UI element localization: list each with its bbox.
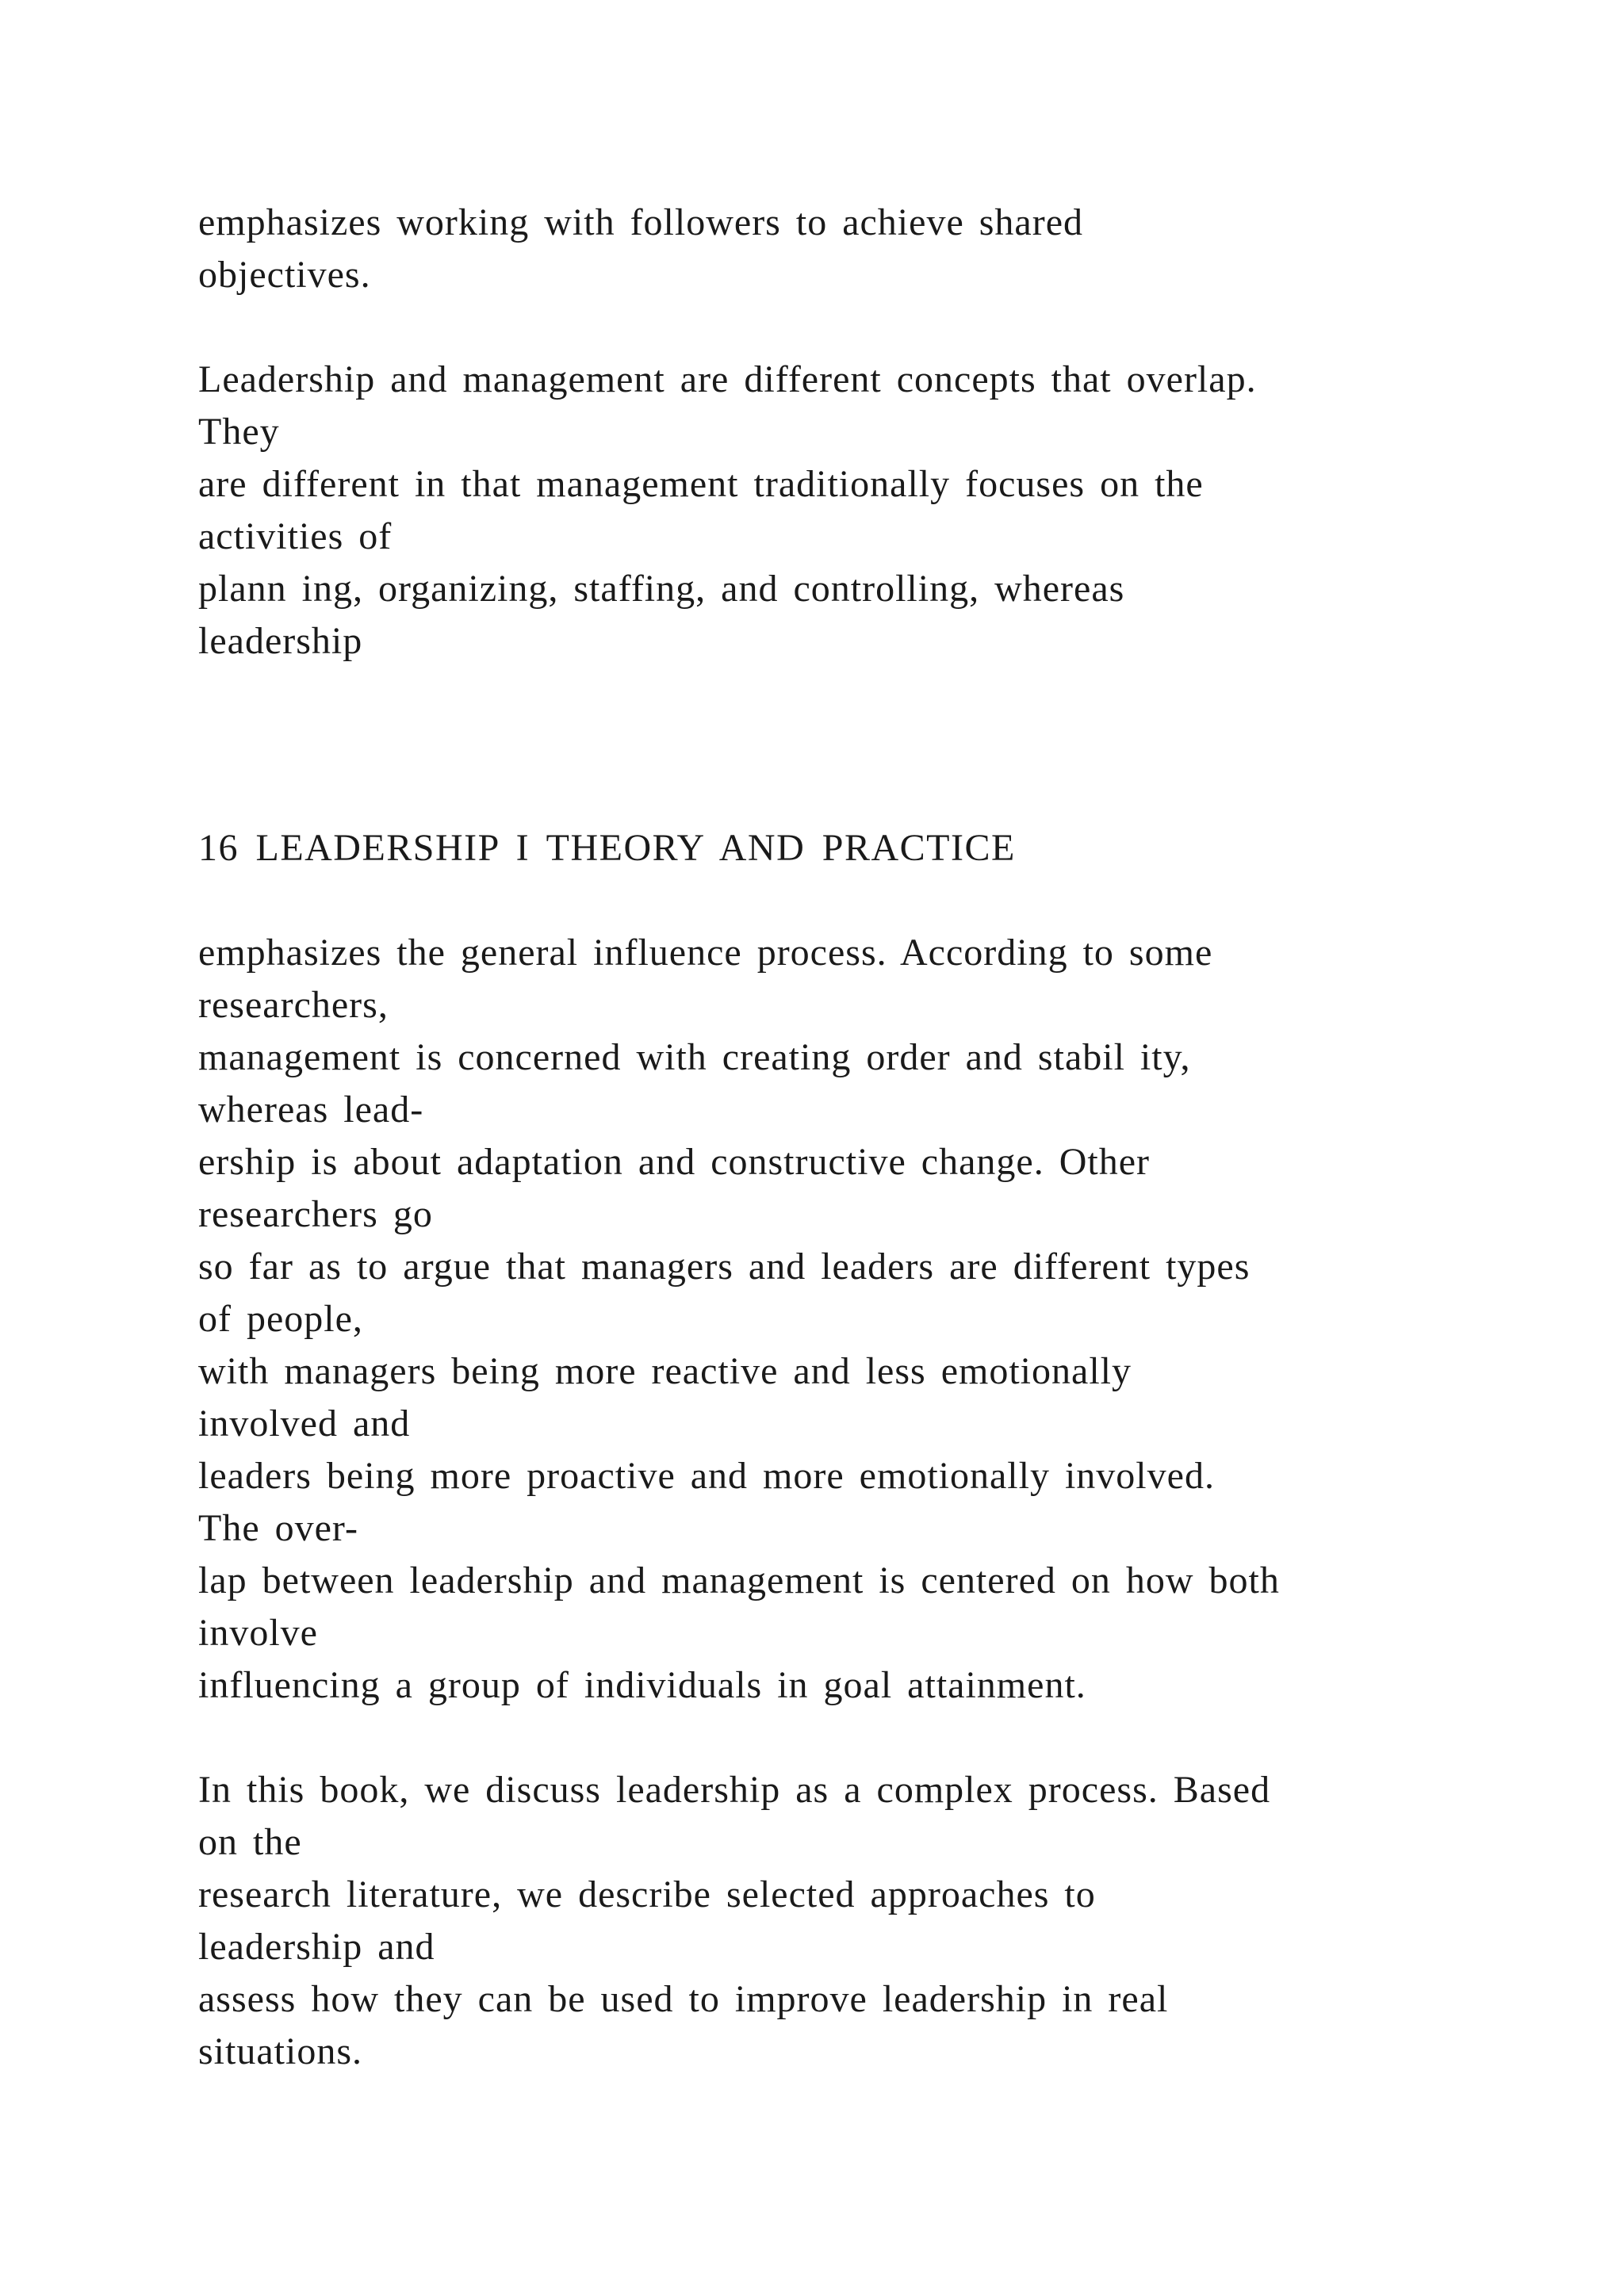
text-line: leadership and — [198, 1926, 435, 1968]
text-line: lap between leadership and management is centered on how both — [198, 1559, 1280, 1601]
text-line: are different in that management traditionally focuses on the — [198, 463, 1204, 505]
text-line: activities of — [198, 515, 393, 557]
text-line: whereas lead- — [198, 1089, 424, 1131]
text-line: involve — [198, 1612, 318, 1654]
text-line: leaders being more proactive and more emotionally involved. — [198, 1455, 1215, 1497]
text-line: emphasizes working with followers to achieve shared — [198, 201, 1084, 243]
text-line: management is concerned with creating order and stabil ity, — [198, 1036, 1191, 1078]
text-line: ership is about adaptation and constructive change. Other — [198, 1141, 1150, 1183]
paragraph-2 — [198, 354, 1257, 668]
text-line: researchers, — [198, 984, 389, 1026]
text-line: influencing a group of individuals in goal attainment. — [198, 1664, 1086, 1706]
text-line: leadership — [198, 620, 363, 662]
text-line: plann ing, organizing, staffing, and controlling, whereas — [198, 568, 1125, 610]
text-line: on the — [198, 1821, 302, 1863]
paragraph-4 — [198, 1764, 1270, 2078]
text-line: The over- — [198, 1507, 358, 1549]
text-line: researchers go — [198, 1193, 433, 1235]
text-line: Leadership and management are different concepts that overlap. — [198, 358, 1257, 400]
paragraph-3 — [198, 927, 1280, 1712]
text-line: involved and — [198, 1402, 411, 1445]
text-line: assess how they can be used to improve leadership in real — [198, 1978, 1169, 2020]
paragraph-1 — [198, 197, 1083, 301]
page-header-text: 16 LEADERSHIP I THEORY AND PRACTICE — [198, 827, 1016, 869]
text-line: They — [198, 411, 280, 453]
text-line: situations. — [198, 2030, 363, 2072]
text-line: of people, — [198, 1298, 363, 1340]
text-line: objectives. — [198, 254, 371, 296]
running-header — [198, 822, 1016, 874]
text-line: In this book, we discuss leadership as a complex process. Based — [198, 1769, 1271, 1811]
text-line: research literature, we describe selected approaches to — [198, 1873, 1096, 1915]
text-line: so far as to argue that managers and leaders are different types — [198, 1246, 1251, 1288]
text-line: emphasizes the general influence process. According to some — [198, 932, 1213, 974]
text-line: with managers being more reactive and less emotionally — [198, 1350, 1132, 1392]
